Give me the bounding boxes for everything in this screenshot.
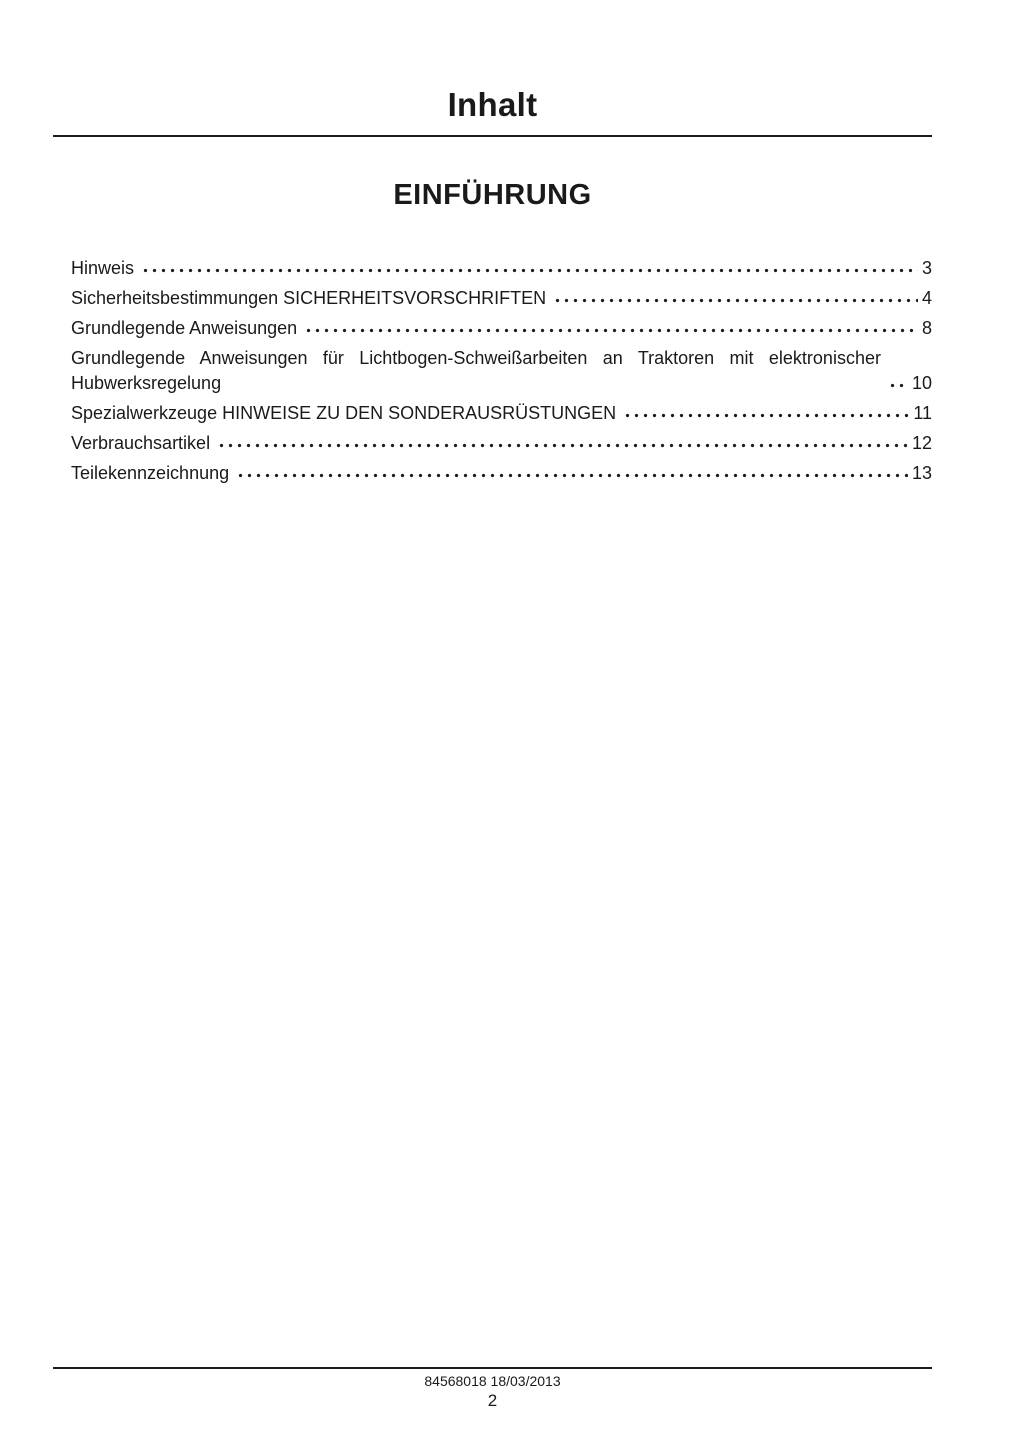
section-heading: EINFÜHRUNG <box>393 179 592 211</box>
dot-leader <box>553 286 918 311</box>
dot-leader <box>623 401 909 426</box>
dot-leader <box>888 371 908 396</box>
toc-entry-title: Teilekennzeichnung <box>71 463 230 483</box>
dot-leader <box>236 461 908 486</box>
toc-entry <box>71 286 932 311</box>
dot-leader <box>141 256 918 281</box>
toc-entry-page: 3 <box>921 258 932 278</box>
toc-entry-title: Sicherheitsbestimmungen SICHERHEITSVORSCHRIFTEN <box>71 288 547 308</box>
toc-entry <box>71 431 932 456</box>
toc-entry-title: Grundlegende Anweisungen für Lichtbogen-Schweißarbeiten an Traktoren mit elektronischer Hubwerksregelung <box>71 348 881 393</box>
toc-entry-page: 8 <box>921 318 932 338</box>
toc-entry-page: 4 <box>921 288 932 308</box>
toc-entry <box>71 401 932 426</box>
toc-entry <box>71 256 932 281</box>
toc-list <box>71 256 932 491</box>
toc-entry-page: 12 <box>911 433 932 453</box>
toc-entry-page: 10 <box>911 373 932 393</box>
dot-leader <box>217 431 908 456</box>
toc-entry-title: Verbrauchsartikel <box>71 433 211 453</box>
toc-entry-page: 13 <box>911 463 932 483</box>
toc-entry-title: Hinweis <box>71 258 135 278</box>
toc-entry-title: Spezialwerkzeuge HINWEISE ZU DEN SONDERAUSRÜSTUNGEN <box>71 403 617 423</box>
dot-leader <box>304 316 918 341</box>
footer-page-number: 2 <box>487 1391 498 1410</box>
footer-doc-ref: 84568018 18/03/2013 <box>424 1373 561 1389</box>
header-divider <box>53 135 932 137</box>
toc-entry <box>71 346 932 396</box>
toc-entry <box>71 461 932 486</box>
toc-entry-title: Grundlegende Anweisungen <box>71 318 298 338</box>
footer-divider <box>53 1367 932 1369</box>
toc-entry <box>71 316 932 341</box>
toc-entry-page: 11 <box>913 403 932 423</box>
page-title: Inhalt <box>447 86 538 123</box>
